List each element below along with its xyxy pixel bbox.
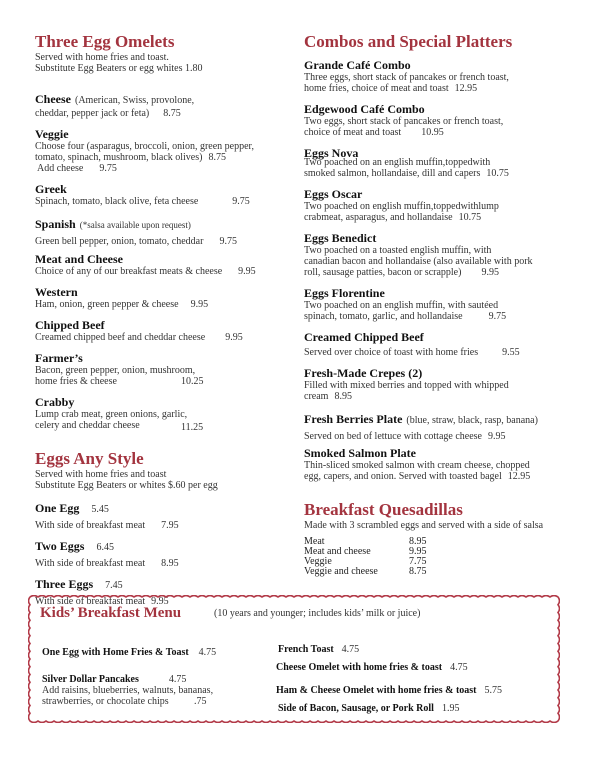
section-title-combos: Combos and Special Platters [304,32,513,51]
item-name: Eggs Florentine [304,286,385,300]
item-desc: cheddar, pepper jack or feta) [35,108,150,119]
item-desc: Thin-sliced smoked salmon with cream cheese, chopped egg, capers, and onion. Served with toasted bagel [304,460,530,482]
item-price: 4.75 [341,644,360,655]
item-desc: Choice of any of our breakfast meats & cheese [35,266,223,277]
item-name: Three Eggs [35,577,94,591]
item-price: 4.75 [450,662,468,673]
item-name: Crabby [35,395,75,409]
menu-item [35,318,297,343]
menu-item [35,499,297,531]
item-name: Edgewood Café Combo [304,102,425,116]
item-desc: Three eggs, short stack of pancakes or french toast, home fries, choice of meat and toast [304,72,509,94]
menu-item [304,231,566,278]
kids-menu-subtitle: (10 years and younger; includes kids’ milk or juice) [214,608,421,619]
item-price: 8.95 [334,391,352,402]
item-price: 10.75 [486,168,509,179]
menu-item [35,90,297,119]
item-desc: Ham, onion, green pepper & cheese [35,299,179,310]
item-name: Eggs Nova [304,146,359,160]
item-price: 9.95 [409,546,427,557]
menu-item [304,410,566,442]
menu-item [35,127,297,174]
item-name: Side of Bacon, Sausage, or Pork Roll [278,703,434,714]
item-price: 9.55 [502,347,520,358]
item-side: With side of breakfast meat [35,520,146,531]
item-price: 8.75 [208,152,226,163]
item-name: Cheese [35,92,71,106]
menu-item [304,330,566,358]
quesadillas-note: Made with 3 scrambled eggs and served with a side of salsa [304,520,544,531]
item-name: Spanish [35,217,76,231]
item-name: Fresh-Made Crepes (2) [304,366,423,380]
item-name: Meat and Cheese [35,252,123,266]
item-desc: Two poached on an english muffin,toppedwith smoked salmon, hollandaise, dill and capers [304,157,491,179]
item-price: 6.45 [96,542,114,553]
item-price: 10.25 [181,376,204,387]
item-name: Smoked Salmon Plate [304,446,417,460]
item-name: Ham & Cheese Omelet with home fries & toast [276,685,477,696]
item-name: Western [35,285,78,299]
menu-item [35,351,297,387]
item-name: Cheese Omelet with home fries & toast [276,662,443,673]
item-desc: Two poached on english muffin,toppedwithlump crabmeat, asparagus, and hollandaise [304,201,499,223]
item-price: 8.75 [163,108,181,119]
item-price: 10.95 [421,127,444,138]
item-price: 4.75 [168,674,187,685]
item-desc: Lump crab meat, green onions, garlic, celery and cheddar cheese [35,409,188,431]
kids-item [276,662,468,673]
item-name: Farmer’s [35,351,83,365]
item-desc: Two eggs, short stack of pancakes or french toast, choice of meat and toast [304,116,504,138]
item-price: 7.75 [409,556,427,567]
item-price: 4.75 [198,647,217,658]
item-paren: (American, Swiss, provolone, [75,95,195,106]
item-side-price: 9.95 [151,596,169,607]
item-name: Fresh Berries Plate [304,412,403,426]
section-title-three-egg-omelets: Three Egg Omelets [35,32,175,51]
omelets-note: Served with home fries and toast. Substitute Egg Beaters or egg whites 1.80 [35,52,203,74]
item-paren: (*salsa available upon request) [79,220,191,230]
kids-item [276,685,502,696]
item-price: 9.75 [488,311,507,322]
item-price: 9.95 [225,332,243,343]
kids-menu-title: Kids’ Breakfast Menu [40,605,182,621]
section-title-quesadillas: Breakfast Quesadillas [304,500,463,519]
item-side-price: 8.95 [161,558,179,569]
menu-item [35,395,297,431]
item-name: Veggie [35,127,69,141]
menu-item [35,252,297,277]
item-extra: Add cheese [37,163,84,174]
item-side: With side of breakfast meat [35,596,146,607]
item-desc: Add raisins, blueberries, walnuts, bananas, strawberries, or chocolate chips [42,685,214,707]
item-name: Eggs Oscar [304,187,363,201]
item-price: 11.25 [181,422,204,433]
item-name: Grande Café Combo [304,58,411,72]
left-column [35,32,297,607]
item-price: 1.95 [441,703,460,714]
item-price: 9.75 [232,196,250,207]
menu-item [35,215,297,247]
item-name: Meat [304,536,325,547]
item-price: 9.95 [238,266,256,277]
item-price: 9.75 [219,236,237,247]
item-name: One Egg with Home Fries & Toast [42,647,189,658]
item-desc: Filled with mixed berries and topped with whipped cream [304,380,509,402]
item-desc: Served on bed of lettuce with cottage cheese [304,431,482,442]
menu-item [35,537,297,569]
item-name: Creamed Chipped Beef [304,330,424,344]
menu-item [304,58,566,94]
menu-item [35,285,297,310]
item-desc: Choose four (asparagus, broccoli, onion, green pepper, tomato, spinach, mushroom, black olives) [35,141,254,163]
item-side-price: 7.95 [161,520,179,531]
item-name: One Egg [35,501,80,515]
kids-item [278,703,459,714]
menu-item [304,102,566,138]
item-desc: Green bell pepper, onion, tomato, cheddar [35,236,204,247]
item-name: Silver Dollar Pancakes [42,674,139,685]
item-desc-price: .75 [194,696,207,707]
item-side: With side of breakfast meat [35,558,146,569]
item-price: 12.95 [507,471,531,482]
section-title-eggs-any-style: Eggs Any Style [35,449,144,468]
item-price: 8.75 [409,566,427,577]
item-name: French Toast [278,644,334,655]
item-price: 9.95 [481,267,499,278]
item-price: 5.75 [484,685,503,696]
menu-item [304,286,566,322]
menu-item [35,182,297,207]
kids-item [42,647,216,658]
item-price: 5.45 [91,504,109,515]
item-price: 9.95 [190,299,209,310]
item-name: Meat and cheese [304,546,371,557]
item-price: 9.95 [487,431,506,442]
quesadilla-list [304,537,464,577]
item-price: 12.95 [454,83,478,94]
menu-item [304,366,566,402]
item-price: 8.95 [409,536,427,547]
item-name: Two Eggs [35,539,85,553]
item-desc: Creamed chipped beef and cheddar cheese [35,332,206,343]
right-column [304,32,566,577]
item-desc: Spinach, tomato, black olive, feta cheese [35,196,199,207]
item-desc: Two poached on a toasted english muffin, with canadian bacon and hollandaise (also available with pork roll, sausage patties, bacon or scrapple) [304,245,533,278]
item-name: Chipped Beef [35,318,105,332]
menu-item [304,187,566,223]
item-desc: Bacon, green pepper, onion, mushroom, home fries & cheese [35,365,196,387]
item-name: Veggie and cheese [304,566,378,577]
kids-menu-box [28,595,560,723]
item-extra-price: 9.75 [99,163,117,174]
kids-item [278,644,359,655]
item-name: Eggs Benedict [304,231,377,245]
kids-item [42,674,213,707]
item-price: 10.75 [458,212,482,223]
any-style-note: Served with home fries and toast Substitute Egg Beaters or whites $.60 per egg [35,469,218,491]
item-desc: Two poached on an english muffin, with sautéed spinach, tomato, garlic, and hollandaise [304,300,499,322]
item-name: Greek [35,182,67,196]
item-name: Veggie [304,556,332,567]
item-price: 7.45 [105,580,123,591]
item-desc: Served over choice of toast with home fries [304,347,479,358]
item-paren: (blue, straw, black, rasp, banana) [406,415,538,426]
menu-item [304,146,566,179]
menu-item [304,446,566,482]
